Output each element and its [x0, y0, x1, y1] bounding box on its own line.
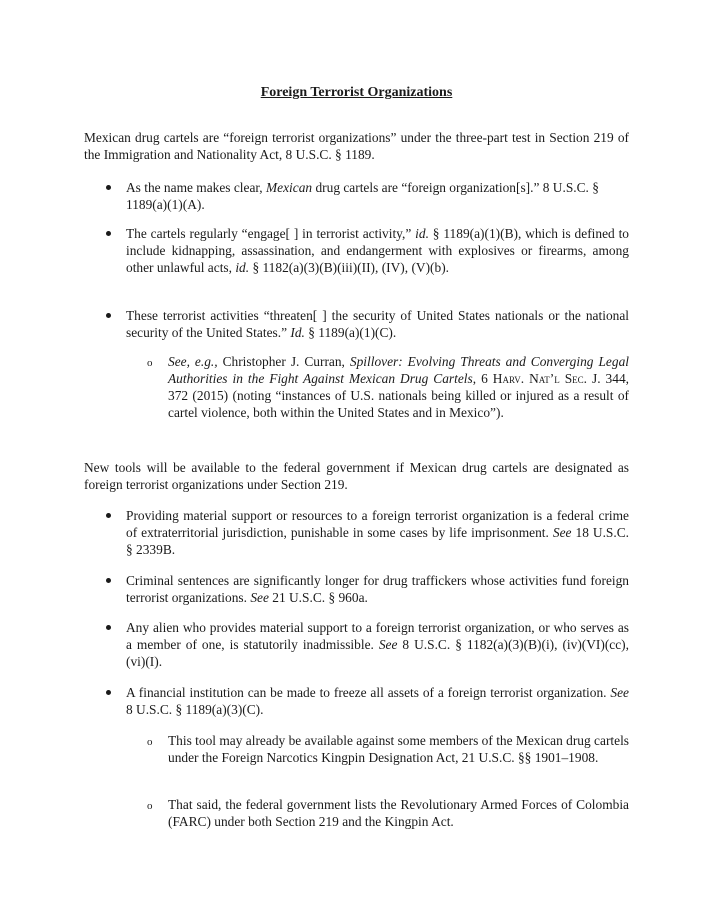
sub-item-3 — [168, 796, 629, 830]
bullet-7-text-c: 8 U.S.C. § 1189(a)(3)(C). — [126, 702, 264, 717]
bullet-1-text-c: drug cartels are “foreign organization[s].” 8 U.S.C. § 1189(a)(1)(A). — [126, 180, 599, 212]
bullet-item-2 — [126, 225, 629, 276]
sub-1-text-f: J. 344, 372 (2015) (noting “instances of U.S. nationals being killed or injured as a result of cartel violence, both within the United States and in Mexico”). — [168, 371, 629, 420]
bullet-3-text-c: § 1189(a)(1)(C). — [304, 325, 397, 340]
intro-1-text: Mexican drug cartels are “foreign terrorist organizations” under the three-part test in Section 219 of the Immigration and Nationality Act, 8 U.S.C. § 1189. — [84, 130, 629, 162]
intro-paragraph-2 — [84, 459, 629, 493]
sub-1-volume: , 6 — [472, 371, 493, 386]
bullet-1-text-emphasis: Mexican — [266, 180, 313, 195]
bullet-7-text-a: A financial institution can be made to freeze all assets of a foreign terrorist organization. — [126, 685, 611, 700]
bullet-4-see: See — [552, 525, 572, 540]
sub-1-journal: Harv. Nat’l Sec. — [492, 371, 587, 386]
sub-1-signal: See, e.g., — [168, 354, 218, 369]
sub-bullet-marker-2: o — [147, 736, 153, 748]
bullet-2-id-2: id. — [235, 260, 250, 275]
sub-item-1 — [168, 353, 629, 421]
page-title: Foreign Terrorist Organizations — [260, 85, 453, 100]
bullet-2-text-e: § 1182(a)(3)(B)(iii)(II), (IV), (V)(b). — [249, 260, 449, 275]
bullet-6-text-c: 8 U.S.C. § 1182(a)(3)(B)(i), (iv)(VI)(cc), (vi)(I). — [126, 637, 629, 669]
sub-2-text: This tool may already be available against some members of the Mexican drug cartels under the Foreign Narcotics Kingpin Designation Act, 21 U.S.C. §§ 1901–1908. — [168, 733, 629, 765]
sub-3-text: That said, the federal government lists the Revolutionary Armed Forces of Colombia (FARC) under both Section 219 and the Kingpin Act. — [168, 797, 629, 829]
bullet-4-text-a: Providing material support or resources to a foreign terrorist organization is a federal crime of extraterritorial jurisdiction, punishable in some cases by life imprisonment. — [126, 508, 629, 540]
bullet-2-text-a: The cartels regularly “engage[ ] in terrorist activity,” — [126, 226, 416, 241]
sub-item-2 — [168, 732, 629, 766]
bullet-5-see: See — [250, 590, 269, 605]
sub-1-author: Christopher J. Curran, — [217, 354, 350, 369]
bullet-item-3 — [126, 307, 629, 341]
sub-1-article-title: Spillover: Evolving Threats and Converging Legal Authorities in the Fight Against Mexican Drug Cartels — [168, 354, 629, 386]
sub-bullet-marker-1: o — [147, 357, 153, 369]
bullet-3-text-a: These terrorist activities “threaten[ ] the security of United States nationals or the national security of the United States.” — [126, 308, 629, 340]
bullet-2-text-c: § 1189(a)(1)(B), which is defined to include kidnapping, assassination, and endangerment with explosives or firearms, among other unlawful acts, — [126, 226, 629, 275]
bullet-6-see: See — [378, 637, 398, 652]
bullet-item-4 — [126, 507, 629, 558]
intro-paragraph-1 — [84, 129, 629, 163]
bullet-5-text-a: Criminal sentences are significantly longer for drug traffickers whose activities fund foreign terrorist organizations. — [126, 573, 629, 605]
bullet-2-id-1: id. — [415, 226, 429, 241]
intro-2-text: New tools will be available to the federal government if Mexican drug cartels are designated as foreign terrorist organizations under Section 219. — [84, 460, 629, 492]
bullet-6-text-a: Any alien who provides material support to a foreign terrorist organization, or who serves as a member of one, is statutorily inadmissible. — [126, 620, 629, 652]
bullet-5-text-c: 21 U.S.C. § 960a. — [268, 590, 368, 605]
bullet-3-id: Id. — [290, 325, 305, 340]
bullet-item-5 — [126, 572, 629, 606]
bullet-1-text-a: As the name makes clear, — [126, 180, 267, 195]
bullet-4-text-c: 18 U.S.C. § 2339B. — [126, 525, 629, 557]
bullet-item-6 — [126, 619, 629, 670]
bullet-item-1 — [126, 179, 629, 213]
sub-bullet-marker-3: o — [147, 800, 153, 812]
bullet-item-7 — [126, 684, 629, 718]
bullet-7-see: See — [610, 685, 629, 700]
